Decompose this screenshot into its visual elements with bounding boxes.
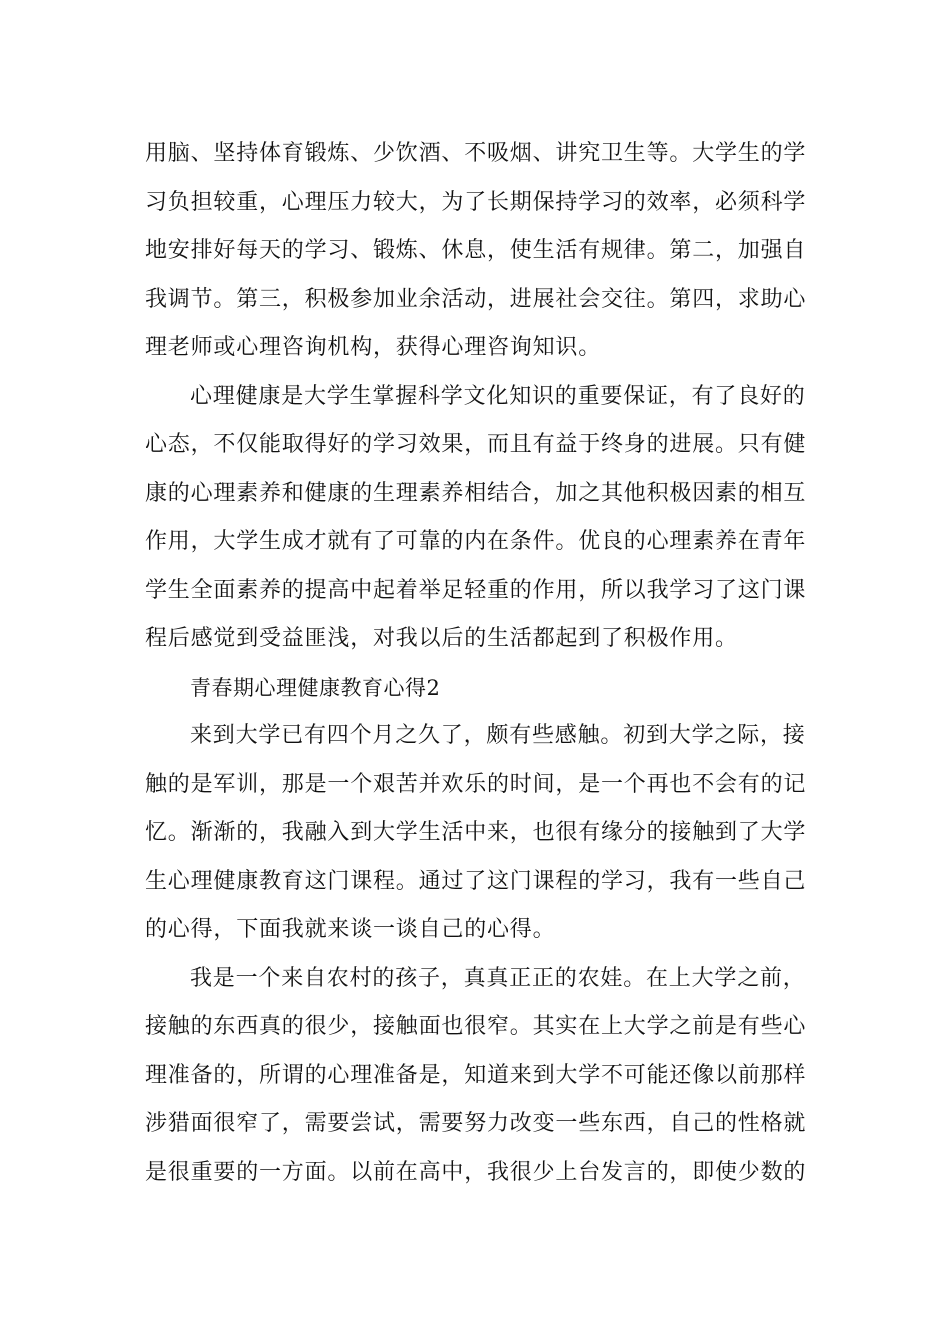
- section-heading: 青春期心理健康教育心得2: [190, 675, 441, 700]
- paragraph-2: [145, 373, 805, 664]
- text-line: 作用，大学生成才就有了可靠的内在条件。优良的心理素养在青年: [145, 529, 807, 554]
- document-body: [145, 130, 805, 1197]
- paragraph-1: [145, 130, 805, 373]
- paragraph-3: [145, 712, 805, 955]
- text-line: 心态，不仅能取得好的学习效果，而且有益于终身的进展。只有健: [145, 432, 807, 457]
- text-line: 来到大学已有四个月之久了，颇有些感触。初到大学之际，接: [190, 723, 806, 748]
- text-line: 程后感觉到受益匪浅，对我以后的生活都起到了积极作用。: [145, 626, 738, 651]
- text-line: 学生全面素养的提高中起着举足轻重的作用，所以我学习了这门课: [145, 577, 807, 603]
- text-line: 用脑、坚持体育锻炼、少饮酒、不吸烟、讲究卫生等。大学生的学: [145, 141, 807, 166]
- text-line: 地安排好每天的学习、锻炼、休息，使生活有规律。第二，加强自: [145, 238, 807, 263]
- text-line: 我是一个来自农村的孩子，真真正正的农娃。在上大学之前，: [190, 965, 806, 991]
- paragraph-4: [145, 955, 805, 1198]
- text-line: 我调节。第三，积极参加业余活动，进展社会交往。第四，求助心: [145, 286, 807, 312]
- text-line: 理老师或心理咨询机构，获得心理咨询知识。: [145, 335, 602, 360]
- text-line: 的心得，下面我就来谈一谈自己的心得。: [145, 917, 556, 942]
- text-line: 触的是军训，那是一个艰苦并欢乐的时间，是一个再也不会有的记: [145, 771, 807, 797]
- text-line: 理准备的，所谓的心理准备是，知道来到大学不可能还像以前那样: [145, 1062, 807, 1088]
- text-line: 忆。渐渐的，我融入到大学生活中来，也很有缘分的接触到了大学: [145, 820, 807, 845]
- text-line: 涉猎面很窄了，需要尝试，需要努力改变一些东西，自己的性格就: [145, 1111, 807, 1136]
- text-line: 心理健康是大学生掌握科学文化知识的重要保证，有了良好的: [190, 383, 806, 409]
- text-line: 接触的东西真的很少，接触面也很窄。其实在上大学之前是有些心: [145, 1014, 807, 1039]
- text-line: 生心理健康教育这门课程。通过了这门课程的学习，我有一些自己: [145, 868, 807, 894]
- text-line: 康的心理素养和健康的生理素养相结合，加之其他积极因素的相互: [145, 480, 807, 506]
- text-line: 习负担较重，心理压力较大，为了长期保持学习的效率，必须科学: [145, 189, 807, 215]
- text-line: 是很重要的一方面。以前在高中，我很少上台发言的，即使少数的: [145, 1159, 807, 1185]
